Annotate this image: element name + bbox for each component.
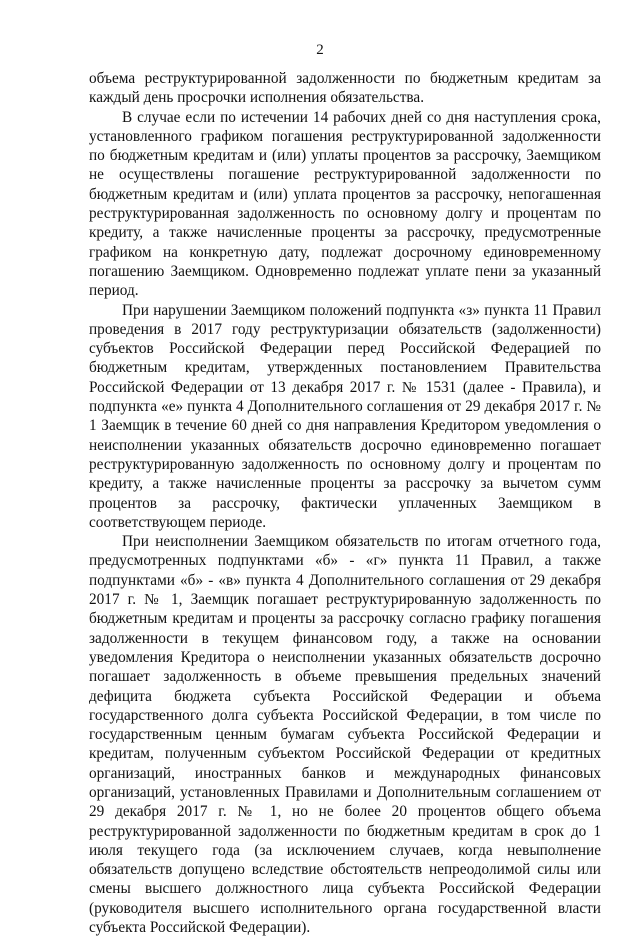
paragraph-nonfulfillment: При неисполнении Заемщиком обязательств по итогам отчетного года, предусмотренных подпунктами «б» - «г» пункта 11 Правил, а также подпунктами «б» - «в» пункта 4 Дополнительного соглашения от 29 декабря 2017 г. № 1, Заемщик погашает реструктурированную задолженность по бюджетным кредитам и проценты за рассрочку согласно графику погашения задолженности в текущем финансовом году, а также на основании уведомления Кредитора о неисполнении указанных обязательств досрочно погашает задолженность в объеме превышения предельных значений дефицита бюджета субъекта Российской Федерации и объема государственного долга субъекта Российской Федерации, в том числе по государственным ценным бумагам субъекта Российской Федерации и кредитам, полученным субъектом Российской Федерации от кредитных организаций, иностранных банков и международных финансовых организаций, установленных Правилами и Дополнительным соглашением от 29 декабря 2017 г. № 1, но не более 20 процентов общего объема реструктурированной задолженности по бюджетным кредитам в срок до 1 июля текущего года (за исключением случаев, когда невыполнение обязательств допущено вследствие обстоятельств непреодолимой силы или смены высшего должностного лица субъекта Российской Федерации (руководителя высшего исполнительного органа государственной власти субъекта Российской Федерации). xyxy=(89,533,601,937)
document-body xyxy=(89,69,601,937)
paragraph-early-repayment: В случае если по истечении 14 рабочих дней со дня наступления срока, установленного графиком погашения реструктурированной задолженности по бюджетным кредитам и (или) уплаты процентов за рассрочку, Заемщиком не осуществлены погашение реструктурированной задолженности по бюджетным кредитам и (или) уплата процентов за рассрочку, непогашенная реструктурированная задолженность по основному долгу и процентам по кредиту, а также начисленные проценты за рассрочку, предусмотренные графиком на конкретную дату, подлежат досрочному единовременному погашению Заемщиком. Одновременно подлежат уплате пени за указанный период. xyxy=(89,108,601,300)
paragraph-continuation: объема реструктурированной задолженности по бюджетным кредитам за каждый день просрочки исполнения обязательства. xyxy=(89,70,601,107)
page-number: 2 xyxy=(316,42,324,58)
paragraph-violation-z: При нарушении Заемщиком положений подпункта «з» пункта 11 Правил проведения в 2017 году реструктуризации обязательств (задолженности) субъектов Российской Федерации перед Российской Федерацией по бюджетным кредитам, утвержденных постановлением Правительства Российской Федерации от 13 декабря 2017 г. № 1531 (далее - Правила), и подпункта «е» пункта 4 Дополнительного соглашения от 29 декабря 2017 г. № 1 Заемщик в течение 60 дней со дня направления Кредитором уведомления о неисполнении указанных обязательств досрочно единовременно погашает реструктурированную задолженность по основному долгу и процентам по кредиту, а также начисленные проценты за рассрочку за вычетом сумм процентов за рассрочку, фактически уплаченных Заемщиком в соответствующем периоде. xyxy=(89,301,601,531)
